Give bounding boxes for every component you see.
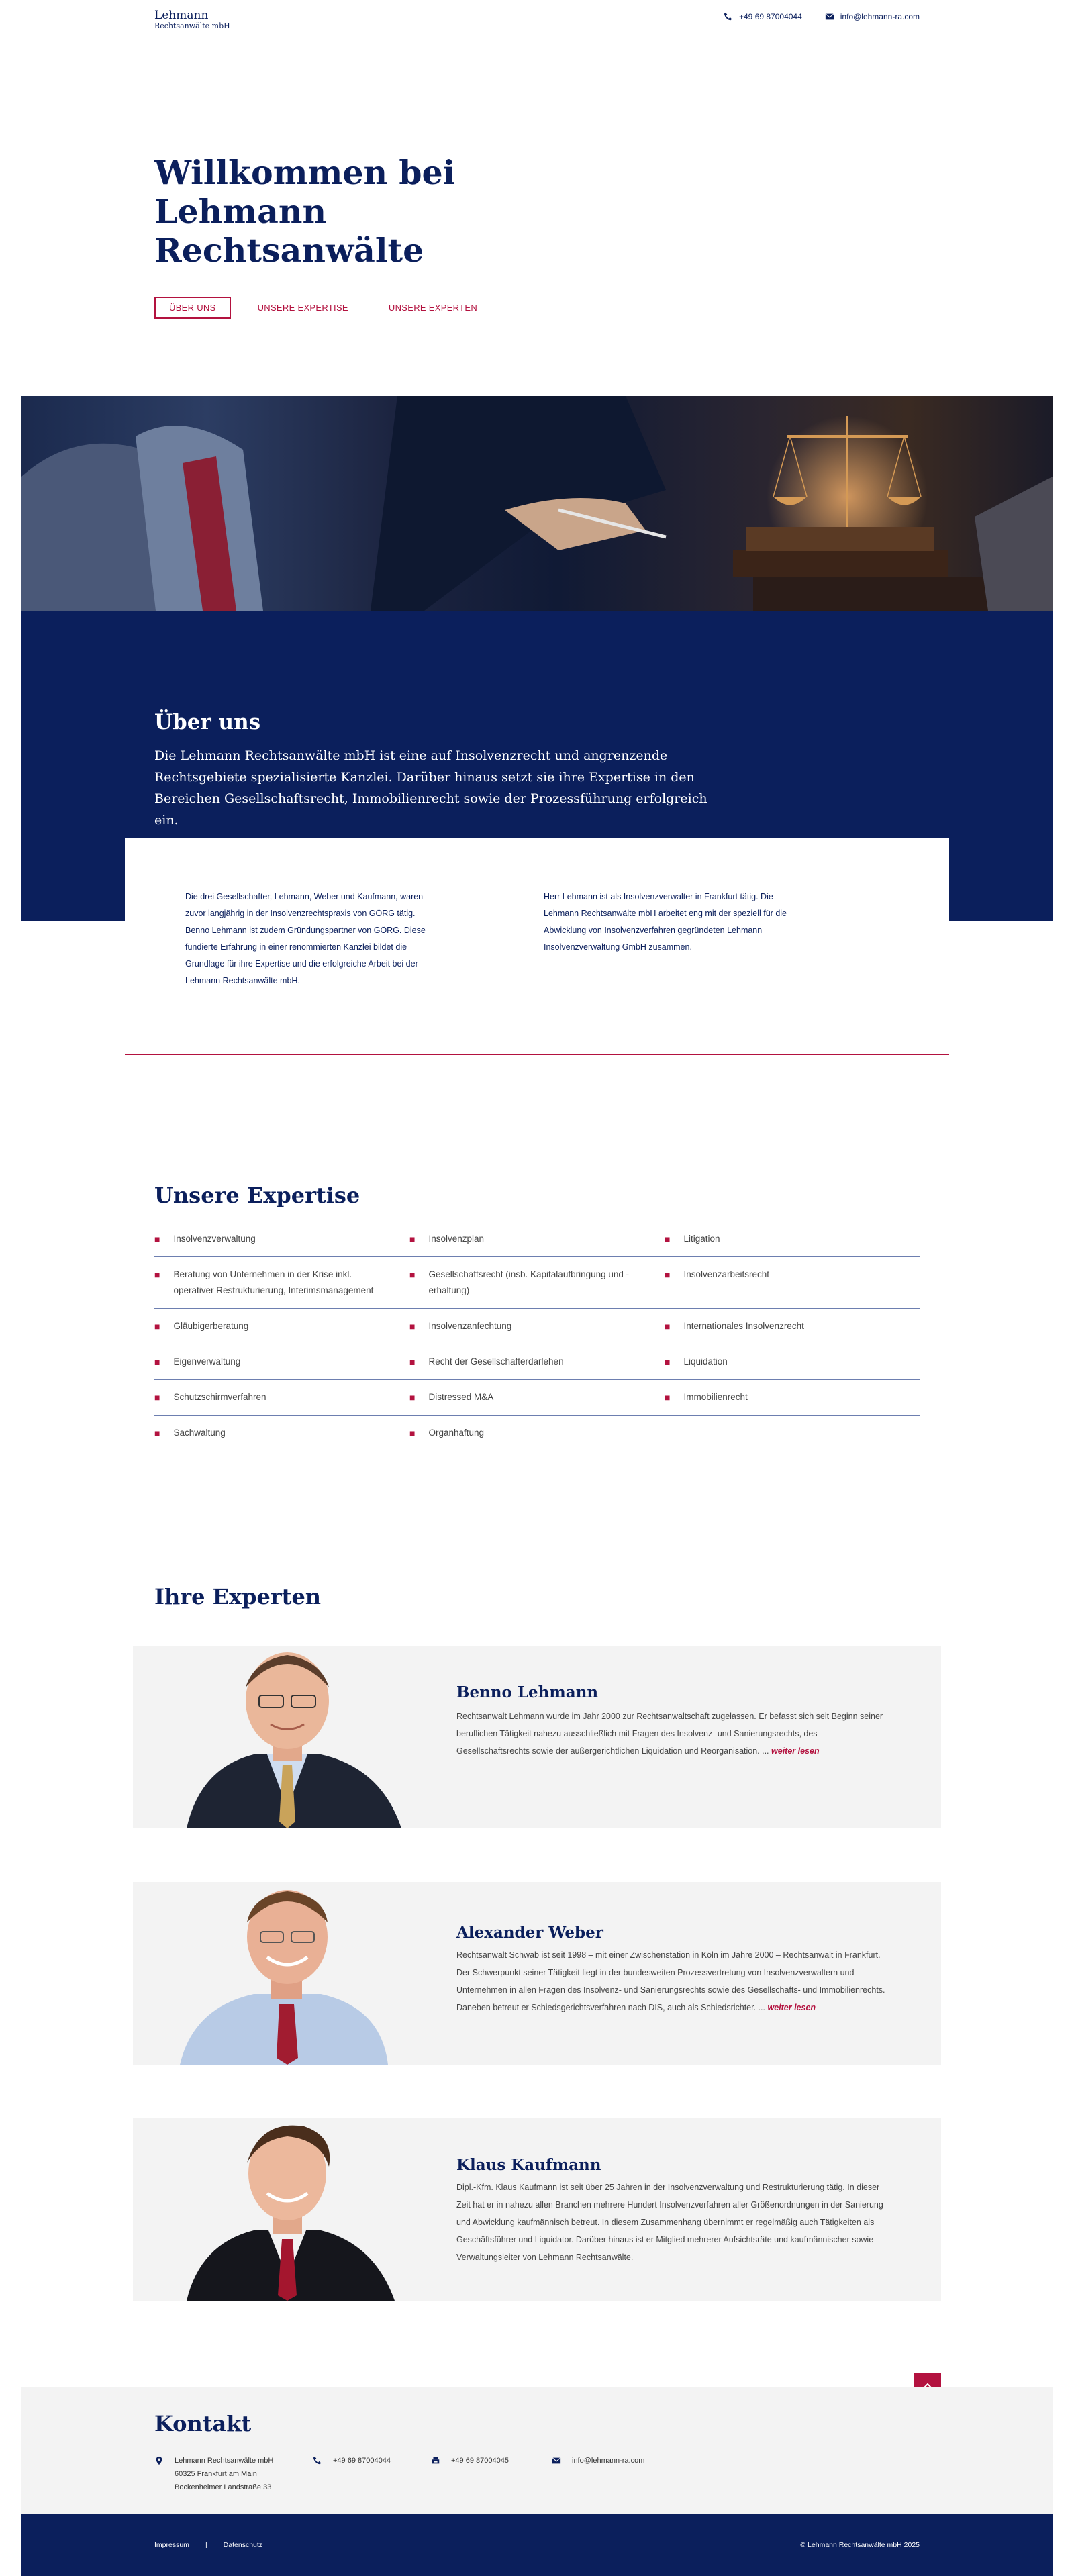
bullet-icon: ■ [665, 1321, 671, 1332]
expertise-item-label: Liquidation [683, 1356, 728, 1367]
top-header [0, 0, 1074, 40]
bullet-icon: ■ [154, 1269, 160, 1280]
bullet-icon: ■ [409, 1234, 416, 1244]
expertise-item-label: Gesellschaftsrecht (insb. Kapitalaufbringung und -erhaltung) [428, 1269, 630, 1295]
bullet-icon: ■ [154, 1356, 160, 1367]
expertise-item [409, 1318, 665, 1334]
expertise-item [665, 1389, 920, 1405]
expertise-item-label: Gläubigerberatung [173, 1321, 249, 1331]
expert-card-kaufmann [133, 2118, 941, 2301]
map-pin-icon [154, 2456, 164, 2465]
hero-nav [154, 297, 491, 319]
brand-logo[interactable] [154, 9, 230, 31]
expertise-item-label: Insolvenzverwaltung [173, 1234, 256, 1244]
contact-phone-text: +49 69 87004044 [333, 2457, 391, 2465]
expertise-title: Unsere Expertise [154, 1183, 360, 1208]
expert-card-weber [133, 1882, 941, 2065]
impressum-link[interactable]: Impressum [154, 2541, 189, 2549]
bullet-icon: ■ [154, 1392, 160, 1403]
fax-icon [431, 2456, 440, 2465]
read-more-link[interactable]: weiter lesen [767, 2003, 816, 2012]
expertise-item [409, 1231, 665, 1247]
footer-links [154, 2541, 262, 2549]
expertise-row [154, 1344, 920, 1380]
expert-name: Alexander Weber [456, 1924, 603, 1942]
expertise-item-label: Distressed M&A [428, 1392, 494, 1402]
expert-photo [160, 2106, 415, 2301]
expertise-item [665, 1267, 920, 1299]
bullet-icon: ■ [409, 1356, 416, 1367]
expertise-item-label: Schutzschirmverfahren [173, 1392, 266, 1402]
address-line2: 60325 Frankfurt am Main [175, 2470, 257, 2478]
expertise-item [665, 1231, 920, 1247]
banner-illustration [21, 396, 1053, 611]
expertise-item-label: Insolvenzanfechtung [428, 1321, 512, 1331]
expertise-item [409, 1354, 665, 1370]
hero-banner-image [21, 396, 1053, 611]
expertise-item-label: Litigation [683, 1234, 720, 1244]
contact-details [154, 2454, 644, 2494]
bullet-icon: ■ [665, 1234, 671, 1244]
contact-email-link[interactable] [552, 2454, 644, 2494]
bullet-icon: ■ [665, 1392, 671, 1403]
expertise-item-label: Eigenverwaltung [173, 1356, 241, 1367]
expertise-item-label: Immobilienrecht [683, 1392, 748, 1402]
bullet-icon: ■ [665, 1269, 671, 1280]
expert-photo [160, 1870, 415, 2065]
expert-bio: Dipl.-Kfm. Klaus Kaufmann ist seit über 25 Jahren in der Insolvenzverwaltung und Restrukturierung tätig. In dieser Zeit hat er in nahezu allen Branchen mehrere Hundert Insolvenzverfahren aller Größenordnungen in der Sanierung und Abwicklung kaufmännisch betreut. In diesem Zusammenhang übernimmt er regelmäßig auch Tätigkeiten als Geschäftsführer und Liquidator. Darüber hinaus ist er Mitglied mehrerer Aufsichtsräte und kaufmännischer sowie Verwaltungsleiter von Lehmann Rechtsanwälte. [456, 2183, 883, 2262]
address-lines [175, 2454, 273, 2494]
expertise-item [154, 1267, 409, 1299]
nav-unsere-experten[interactable]: UNSERE EXPERTEN [388, 303, 478, 313]
datenschutz-link[interactable]: Datenschutz [223, 2541, 263, 2549]
expertise-item [154, 1318, 409, 1334]
about-title: Über uns [154, 710, 261, 734]
contact-title: Kontakt [154, 2411, 252, 2436]
expertise-item [154, 1231, 409, 1247]
expertise-item [665, 1318, 920, 1334]
expertise-item-label: Insolvenzplan [428, 1234, 485, 1244]
contact-fax [431, 2454, 552, 2494]
expertise-list [154, 1222, 920, 1450]
expertise-item [665, 1354, 920, 1370]
expertise-item-label: Internationales Insolvenzrecht [683, 1321, 804, 1331]
copyright-text: © Lehmann Rechtsanwälte mbH 2025 [800, 2541, 920, 2549]
expertise-row [154, 1222, 920, 1257]
contact-phone-link[interactable] [313, 2454, 431, 2494]
brand-name: Lehmann [154, 9, 209, 22]
bullet-icon: ■ [154, 1321, 160, 1332]
envelope-icon [825, 12, 834, 21]
footer [21, 2514, 1053, 2576]
about-card [125, 838, 949, 1055]
contact-email-text: info@lehmann-ra.com [572, 2457, 645, 2465]
footer-separator: | [205, 2541, 207, 2549]
expertise-item-label: Insolvenzarbeitsrecht [683, 1269, 770, 1279]
contact-section-background [21, 2387, 1053, 2514]
header-phone-link[interactable] [724, 12, 802, 21]
expertise-item [409, 1425, 665, 1441]
expertise-item [154, 1389, 409, 1405]
hero-title: Willkommen bei Lehmann Rechtsanwälte [154, 153, 456, 270]
expert-photo [160, 1634, 415, 1828]
bullet-icon: ■ [154, 1234, 160, 1244]
bullet-icon: ■ [409, 1392, 416, 1403]
header-email-text: info@lehmann-ra.com [840, 12, 920, 21]
address-line3: Bockenheimer Landstraße 33 [175, 2483, 272, 2491]
phone-icon [724, 12, 733, 21]
expertise-item-label: Organhaftung [428, 1428, 485, 1438]
nav-ueber-uns[interactable]: ÜBER UNS [154, 297, 231, 319]
expertise-item [409, 1267, 665, 1299]
expert-name: Benno Lehmann [456, 1683, 599, 1701]
bullet-icon: ■ [665, 1356, 671, 1367]
expert-name: Klaus Kaufmann [456, 2156, 601, 2174]
expert-bio-text: Rechtsanwalt Lehmann wurde im Jahr 2000 zur Rechtsanwaltschaft zugelassen. Er befasst sich seit Beginn seiner beruflichen Tätigkeit nahezu ausschließlich mit Fragen des Insolvenz- und Sanierungsrechts, des Gesellschaftsrechts sowie der außergerichtlichen Liquidation und Reorganisation. ... [456, 1712, 883, 1756]
contact-fax-text: +49 69 87004045 [451, 2457, 509, 2465]
nav-unsere-expertise[interactable]: UNSERE EXPERTISE [257, 303, 348, 313]
brand-subtitle: Rechtsanwälte mbH [154, 21, 230, 30]
contact-address [154, 2454, 313, 2494]
expertise-item-label: Sachwaltung [173, 1428, 226, 1438]
expert-card-lehmann [133, 1646, 941, 1828]
bullet-icon: ■ [409, 1321, 416, 1332]
expert-bio [456, 1946, 886, 2016]
about-column-right: Herr Lehmann ist als Insolvenzverwalter in Frankfurt tätig. Die Lehmann Rechtsanwälte mbH arbeitet eng mit der speziell für die Abwicklung von Insolvenzverfahren gegründeten Lehmann Insolvenzverwaltung GmbH zusammen. [544, 892, 787, 952]
header-email-link[interactable] [825, 12, 920, 21]
about-lead-text: Die Lehmann Rechtsanwälte mbH ist eine auf Insolvenzrecht und angrenzende Rechtsgebiete spezialisierte Kanzlei. Darüber hinaus setzt sie ihre Expertise in den Bereichen Gesellschaftsrecht, Immobilienrecht sowie der Prozessführung erfolgreich ein. [154, 748, 707, 828]
expertise-row [154, 1380, 920, 1416]
expertise-item-label: Beratung von Unternehmen in der Krise inkl. operativer Restrukturierung, Interimsmanagement [173, 1269, 374, 1295]
phone-icon [313, 2456, 322, 2465]
bullet-icon: ■ [409, 1428, 416, 1438]
header-phone-text: +49 69 87004044 [739, 12, 802, 21]
expertise-item [154, 1425, 409, 1441]
expert-bio-text: Rechtsanwalt Schwab ist seit 1998 – mit einer Zwischenstation in Köln im Jahre 2000 – Rechtsanwalt in Frankfurt. Der Schwerpunkt seiner Tätigkeit liegt in der bundesweiten Prozessvertretung von Insolvenzverwaltern und Unternehmen in allen Fragen des Insolvenz- und Sanierungsrechts sowie des Gesellschafts- und Immobilienrechts. Daneben betreut er Schiedsgerichtsverfahren nach DIS, auch als Schiedsrichter. ... [456, 1950, 885, 2012]
expertise-row [154, 1416, 920, 1450]
about-column-left: Die drei Gesellschafter, Lehmann, Weber und Kaufmann, waren zuvor langjährig in der Insolvenzrechtspraxis von GÖRG tätig. Benno Lehmann ist zudem Gründungspartner von GÖRG. Diese fundierte Erfahrung in einer renommierten Kanzlei bildet die Grundlage für ihre Expertise und die erfolgreiche Arbeit bei der Lehmann Rechtsanwälte mbH. [185, 892, 426, 985]
address-line1: Lehmann Rechtsanwälte mbH [175, 2457, 274, 2465]
expertise-row [154, 1309, 920, 1344]
expertise-item [154, 1354, 409, 1370]
read-more-link[interactable]: weiter lesen [771, 1746, 820, 1756]
bullet-icon: ■ [154, 1428, 160, 1438]
experts-title: Ihre Experten [154, 1584, 322, 1609]
expert-bio [456, 1707, 886, 1760]
expertise-item [409, 1389, 665, 1405]
expertise-row [154, 1257, 920, 1309]
envelope-icon [552, 2456, 561, 2465]
expertise-item-label: Recht der Gesellschafterdarlehen [428, 1356, 564, 1367]
bullet-icon: ■ [409, 1269, 416, 1280]
header-contact [724, 12, 920, 21]
